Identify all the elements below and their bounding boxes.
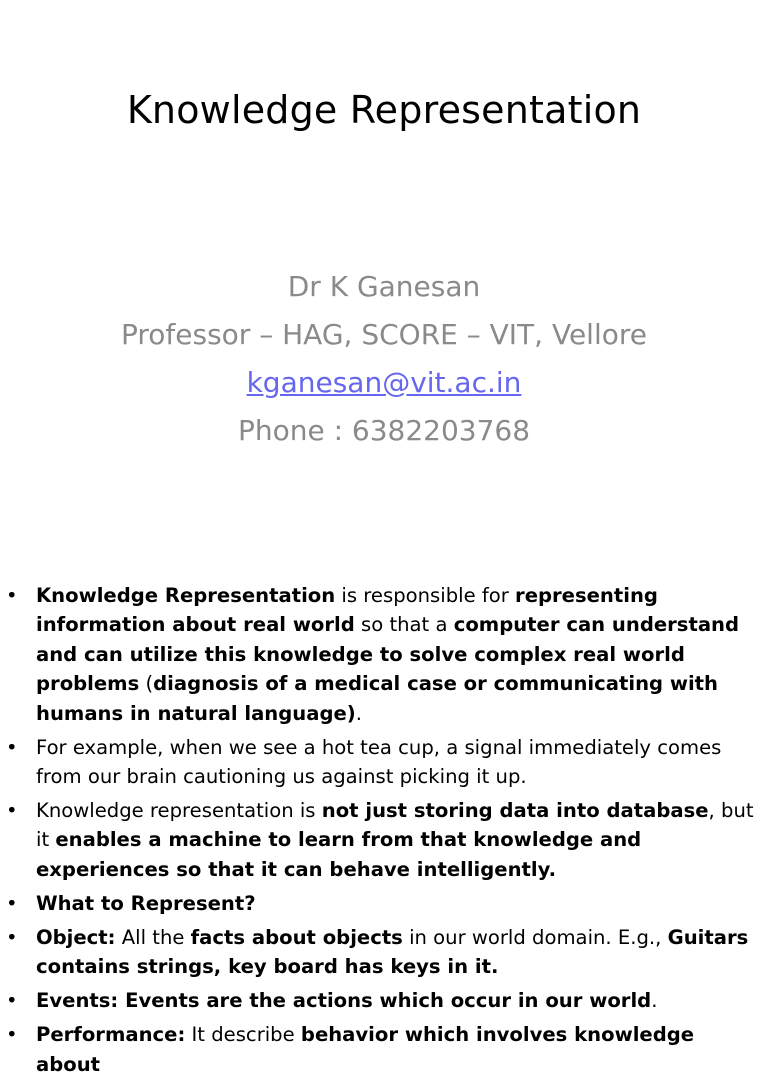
bullet-item <box>0 1020 768 1079</box>
bullet-text-bold: facts about objects <box>190 925 403 949</box>
bullet-text: in our world domain. E.g., <box>402 925 668 949</box>
bullet-text-bold: Events: Events are the actions which occur in our world <box>36 989 652 1013</box>
bullet-text: . <box>651 989 658 1013</box>
bullet-text-bold: Object: <box>36 925 116 949</box>
author-phone: Phone : 6382203768 <box>237 414 531 447</box>
bullet-text: Knowledge representation is <box>36 799 322 823</box>
bullet-dot-icon: • <box>6 989 18 1013</box>
bullet-item <box>0 986 768 1015</box>
bullet-text-bold: What to Represent? <box>36 891 256 915</box>
bullet-text-bold: diagnosis of a medical case or communicating with humans in natural language) <box>36 672 719 725</box>
bullet-text-bold: enables a machine to learn from that knowledge and experiences so that it can behave intelligently. <box>36 828 642 881</box>
bullet-item <box>0 581 768 728</box>
author-position: Professor – HAG, SCORE – VIT, Vellore <box>121 318 647 351</box>
bullet-list <box>0 581 768 1084</box>
bullet-text: All the <box>115 925 191 949</box>
bullet-text-bold: Performance: <box>36 1023 186 1047</box>
bullet-dot-icon: • <box>6 925 18 949</box>
bullet-text: It describe <box>185 1023 301 1047</box>
bullet-dot-icon: • <box>6 891 18 915</box>
bullet-dot-icon: • <box>6 799 18 823</box>
email-line <box>0 359 768 407</box>
bullet-item <box>0 733 768 792</box>
bullet-text: ( <box>139 672 154 696</box>
bullet-text-bold: not just storing data into database <box>321 799 709 823</box>
bullet-text-bold: computer can understand and can utilize this knowledge to solve complex real world problems <box>36 613 740 696</box>
bullet-text-bold: behavior which involves knowledge about <box>36 1023 695 1076</box>
bullet-dot-icon: • <box>6 735 18 759</box>
bullet-text: For example, when we see a hot tea cup, a signal immediately comes from our brain cautioning us against picking it up. <box>36 735 722 789</box>
bullet-text: , but it <box>36 799 754 852</box>
bullet-text-bold: representing information about real world <box>36 584 658 637</box>
email-link[interactable]: kganesan@vit.ac.in <box>246 366 522 399</box>
bullet-text-bold: Knowledge Representation <box>36 584 336 607</box>
bullet-text: . <box>355 701 362 725</box>
bullet-item <box>0 923 768 982</box>
slide-title: Knowledge Representation <box>126 88 642 132</box>
bullet-dot-icon: • <box>6 584 18 607</box>
bullet-text: so that a <box>354 613 454 637</box>
bullet-item <box>0 796 768 884</box>
bullet-item <box>0 889 768 918</box>
author-block <box>0 263 768 455</box>
bullet-text-bold: Guitars contains strings, key board has keys in it. <box>36 925 749 979</box>
bullet-dot-icon: • <box>6 1023 18 1047</box>
author-name: Dr K Ganesan <box>287 270 481 303</box>
bullet-text: is responsible for <box>335 584 516 607</box>
